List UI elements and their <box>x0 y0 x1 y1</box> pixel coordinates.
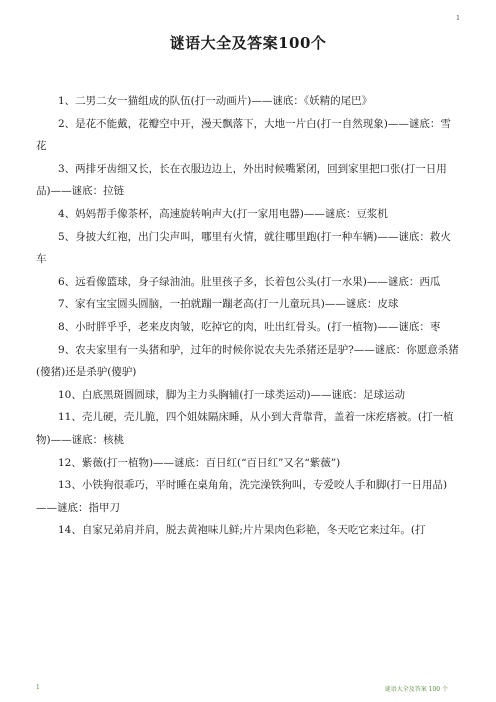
riddle-item: 3、两排牙齿细又长，长在衣服边边上，外出时候嘴紧闭，回到家里把口张(打一日用品)——谜底：拉链 <box>36 162 447 198</box>
footer-title: 谜语大全及答案 100 个 <box>384 686 448 693</box>
page-title: 谜语大全及答案100个 <box>169 34 327 52</box>
riddle-list <box>36 90 460 542</box>
page-number: 1 <box>456 15 460 22</box>
riddle-item: 9、农夫家里有一头猪和驴，过年的时候你说农夫先杀猪还是驴?——谜底：你愿意杀猪(傻猪)还是杀驴(傻驴) <box>36 343 459 379</box>
riddle-item: 10、白底黑斑圆圆球，脚为主力头胸辅(打一球类运动)——谜底：足球运动 <box>58 388 406 401</box>
riddle-item: 5、身披大红袍，出门尖声叫，哪里有火情，就往哪里跑(打一种车辆)——谜底：救火车 <box>36 230 451 266</box>
riddle-item: 7、家有宝宝圆头圆脑，一拍就蹦一蹦老高(打一儿童玩具)——谜底：皮球 <box>58 298 399 311</box>
riddle-item: 14、自家兄弟肩并肩，脱去黄袍味儿鲜;片片果肉色彩艳，冬天吃它来过年。(打 <box>58 524 426 537</box>
riddle-item: 4、妈妈帮手像茶杯，高速旋转响声大(打一家用电器)——谜底：豆浆机 <box>58 207 388 220</box>
riddle-item: 2、是花不能戴，花瓣空中开，漫天飘落下，大地一片白(打一自然现象)——谜底：雪花 <box>36 117 451 153</box>
riddle-item: 1、二男二女一猫组成的队伍(打一动画片)——谜底：《妖精的尾巴》 <box>58 95 373 107</box>
riddle-item: 12、紫薇(打一植物)——谜底：百日红(“百日红”又名“紫薇”) <box>58 456 341 469</box>
riddle-item: 6、远看像篮球，身子绿油油。肚里孩子多，长着包公头(打一水果)——谜底：西瓜 <box>58 275 441 288</box>
riddle-item: 11、壳儿硬，壳儿脆，四个姐妹隔床睡，从小到大背靠背，盖着一床疙瘩被。(打一植物)——谜底：核桃 <box>36 411 454 446</box>
riddle-item: 8、小时胖乎乎，老来皮肉皱，吃掉它的肉，吐出红骨头。(打一植物)——谜底：枣 <box>58 320 441 333</box>
footer-page-number: 1 <box>36 684 40 691</box>
riddle-item: 13、小铁狗很乖巧，平时睡在桌角角，洗完澡铁狗叫，专爱咬人手和脚(打一日用品)——谜底：指甲刀 <box>36 479 448 514</box>
